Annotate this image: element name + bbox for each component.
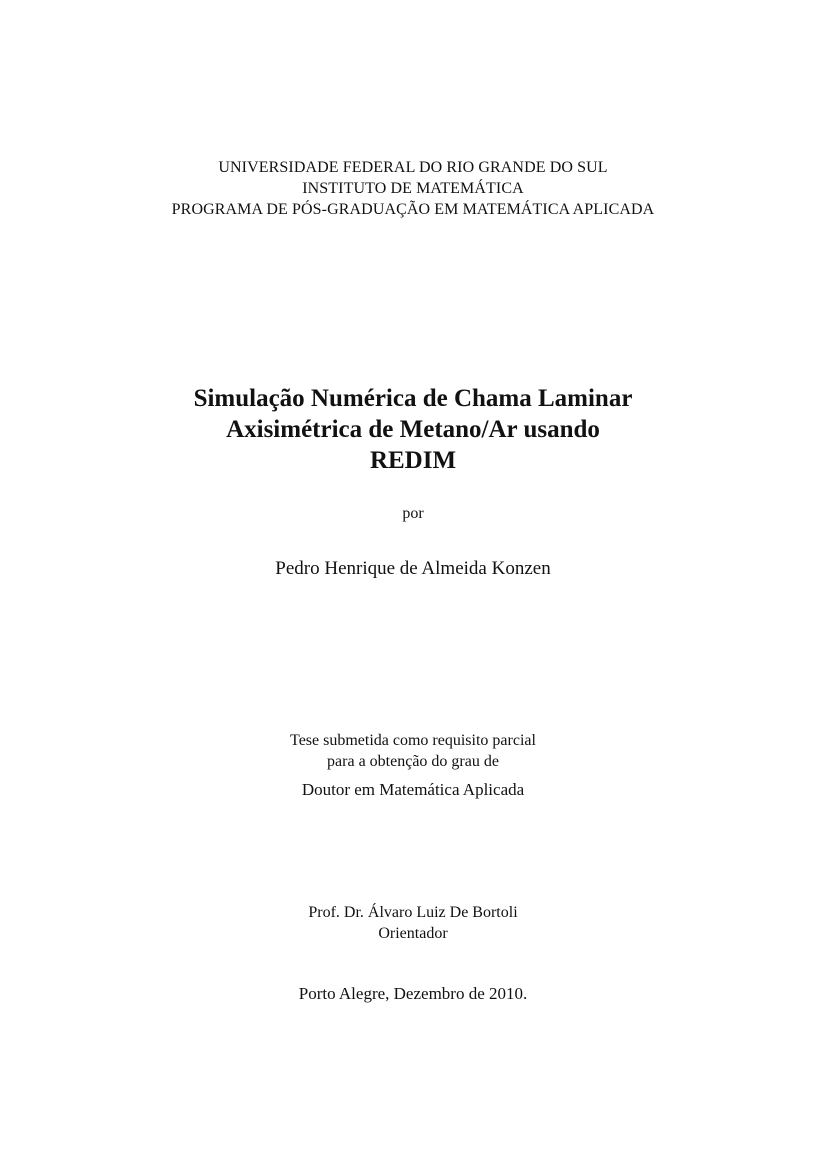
title-line-2: Axisimétrica de Metano/Ar usando <box>226 416 600 443</box>
university-name: UNIVERSIDADE FEDERAL DO RIO GRANDE DO SUL <box>218 159 608 176</box>
advisor-name: Prof. Dr. Álvaro Luiz De Bortoli <box>308 904 518 921</box>
program-name: PROGRAMA DE PÓS-GRADUAÇÃO EM MATEMÁTICA APLICADA <box>171 201 655 218</box>
submission-statement <box>0 730 826 772</box>
place-and-date: Porto Alegre, Dezembro de 2010. <box>298 984 528 1003</box>
submission-line-2: para a obtenção do grau de <box>327 753 499 770</box>
institute-name: INSTITUTO DE MATEMÁTICA <box>302 180 524 197</box>
degree-name: Doutor em Matemática Aplicada <box>301 780 525 799</box>
title-line-3: REDIM <box>369 447 457 474</box>
advisor-role: Orientador <box>378 925 448 942</box>
submission-line-1: Tese submetida como requisito parcial <box>290 732 536 749</box>
by-label: por <box>402 505 424 522</box>
author-name: Pedro Henrique de Almeida Konzen <box>275 558 551 579</box>
thesis-title <box>0 383 826 476</box>
advisor-block <box>0 902 826 944</box>
institution-header <box>0 157 826 220</box>
title-line-1: Simulação Numérica de Chama Laminar <box>193 385 633 412</box>
